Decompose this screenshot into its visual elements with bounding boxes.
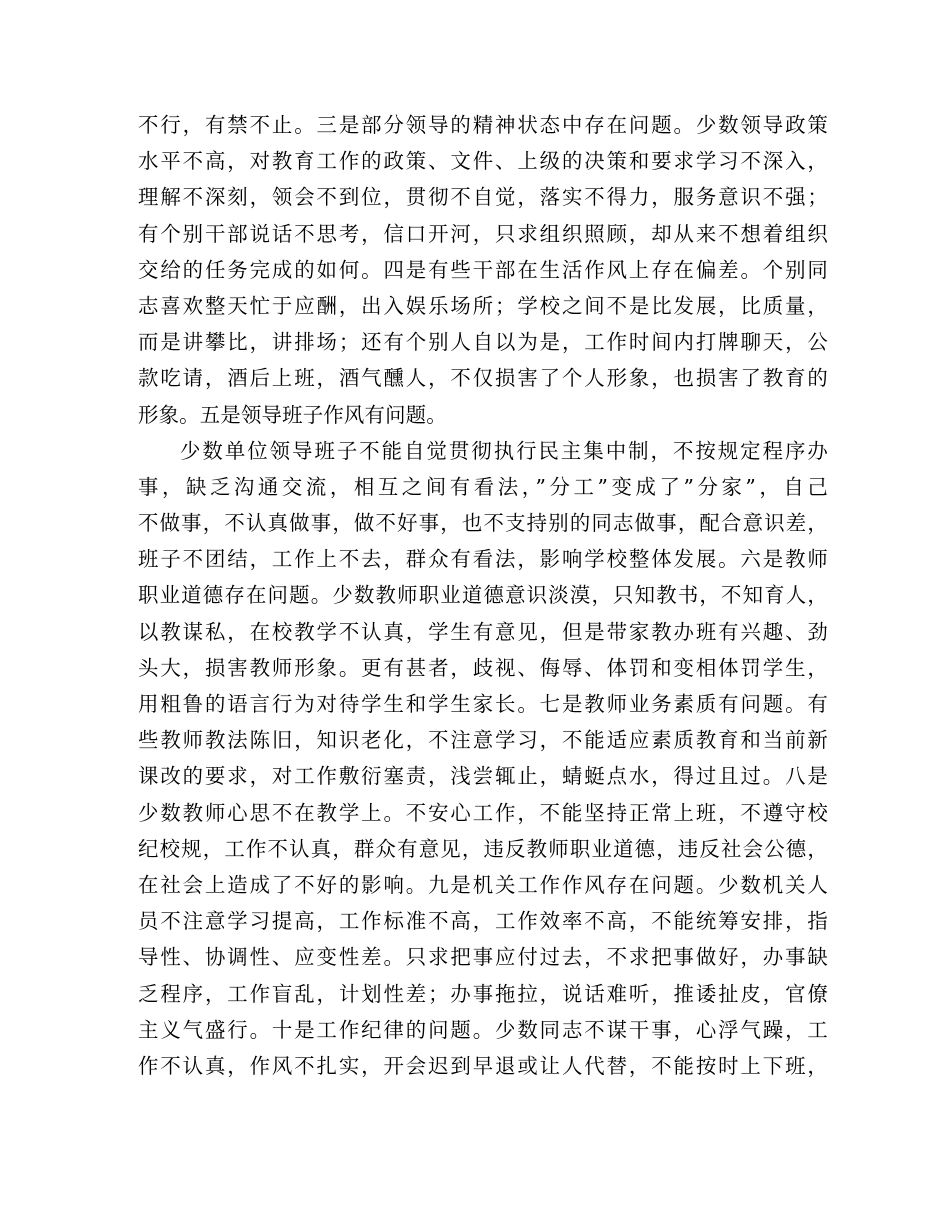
text-line: 员不注意学习提高，工作标准不高，工作效率不高，不能统筹安排，指 — [138, 909, 828, 934]
text-line: 纪校规，工作不认真，群众有意见，违反教师职业道德，违反社会公德， — [138, 836, 828, 861]
text-line: 以教谋私，在校教学不认真，学生有意见，但是带家教办班有兴趣、劲 — [138, 619, 828, 644]
text-line: 乏程序，工作盲乱，计划性差；办事拖拉，说话难听，推诿扯皮，官僚 — [138, 981, 828, 1006]
text-line: 形象。五是领导班子作风有问题。 — [138, 402, 447, 427]
text-line: 作不认真，作风不扎实，开会迟到早退或让人代替，不能按时上下班， — [138, 1053, 828, 1078]
text-line: 不行，有禁不止。三是部分领导的精神状态中存在问题。少数领导政策 — [138, 113, 828, 137]
text-line: 少数教师心思不在教学上。不安心工作，不能坚持正常上班，不遵守校 — [138, 800, 828, 825]
text-line: 有个别干部说话不思考，信口开河，只求组织照顾，却从来不想着组织 — [138, 221, 828, 246]
text-line: 主义气盛行。十是工作纪律的问题。少数同志不谋干事，心浮气躁，工 — [138, 1017, 828, 1042]
text-line: 而是讲攀比，讲排场；还有个别人自以为是，工作时间内打牌聊天，公 — [138, 330, 828, 355]
text-line: 导性、协调性、应变性差。只求把事应付过去，不求把事做好，办事缺 — [138, 945, 828, 970]
text-line: 在社会上造成了不好的影响。九是机关工作作风存在问题。少数机关人 — [138, 872, 828, 897]
text-line: 些教师教法陈旧，知识老化，不注意学习，不能适应素质教育和当前新 — [138, 728, 828, 753]
text-line: 课改的要求，对工作敷衍塞责，浅尝辄止，蜻蜓点水，得过且过。八是 — [138, 764, 828, 789]
body-text — [138, 107, 828, 1084]
text-line: 水平不高，对教育工作的政策、文件、上级的决策和要求学习不深入， — [138, 149, 828, 174]
text-line: 志喜欢整天忙于应酬，出入娱乐场所；学校之间不是比发展，比质量， — [138, 293, 828, 318]
text-line: 班子不团结，工作上不去，群众有看法，影响学校整体发展。六是教师 — [138, 547, 828, 572]
paragraph-first-line: 少数单位领导班子不能自觉贯彻执行民主集中制，不按规定程序办 — [180, 438, 828, 463]
text-line: 交给的任务完成的如何。四是有些干部在生活作风上存在偏差。个别同 — [138, 257, 828, 282]
text-line: 理解不深刻，领会不到位，贯彻不自觉，落实不得力，服务意识不强； — [138, 185, 828, 210]
text-line: 职业道德存在问题。少数教师职业道德意识淡漠，只知教书，不知育人， — [138, 583, 828, 608]
text-line: 用粗鲁的语言行为对待学生和学生家长。七是教师业务素质有问题。有 — [138, 692, 828, 716]
text-line: 不做事，不认真做事，做不好事，也不支持别的同志做事，配合意识差， — [138, 511, 828, 536]
text-line: 头大，损害教师形象。更有甚者，歧视、侮辱、体罚和变相体罚学生， — [138, 655, 828, 680]
text-line: 款吃请，酒后上班，酒气醺人，不仅损害了个人形象，也损害了教育的 — [138, 366, 828, 391]
text-line: 事，缺乏沟通交流，相互之间有看法，”分工”变成了”分家”，自己 — [138, 474, 828, 499]
